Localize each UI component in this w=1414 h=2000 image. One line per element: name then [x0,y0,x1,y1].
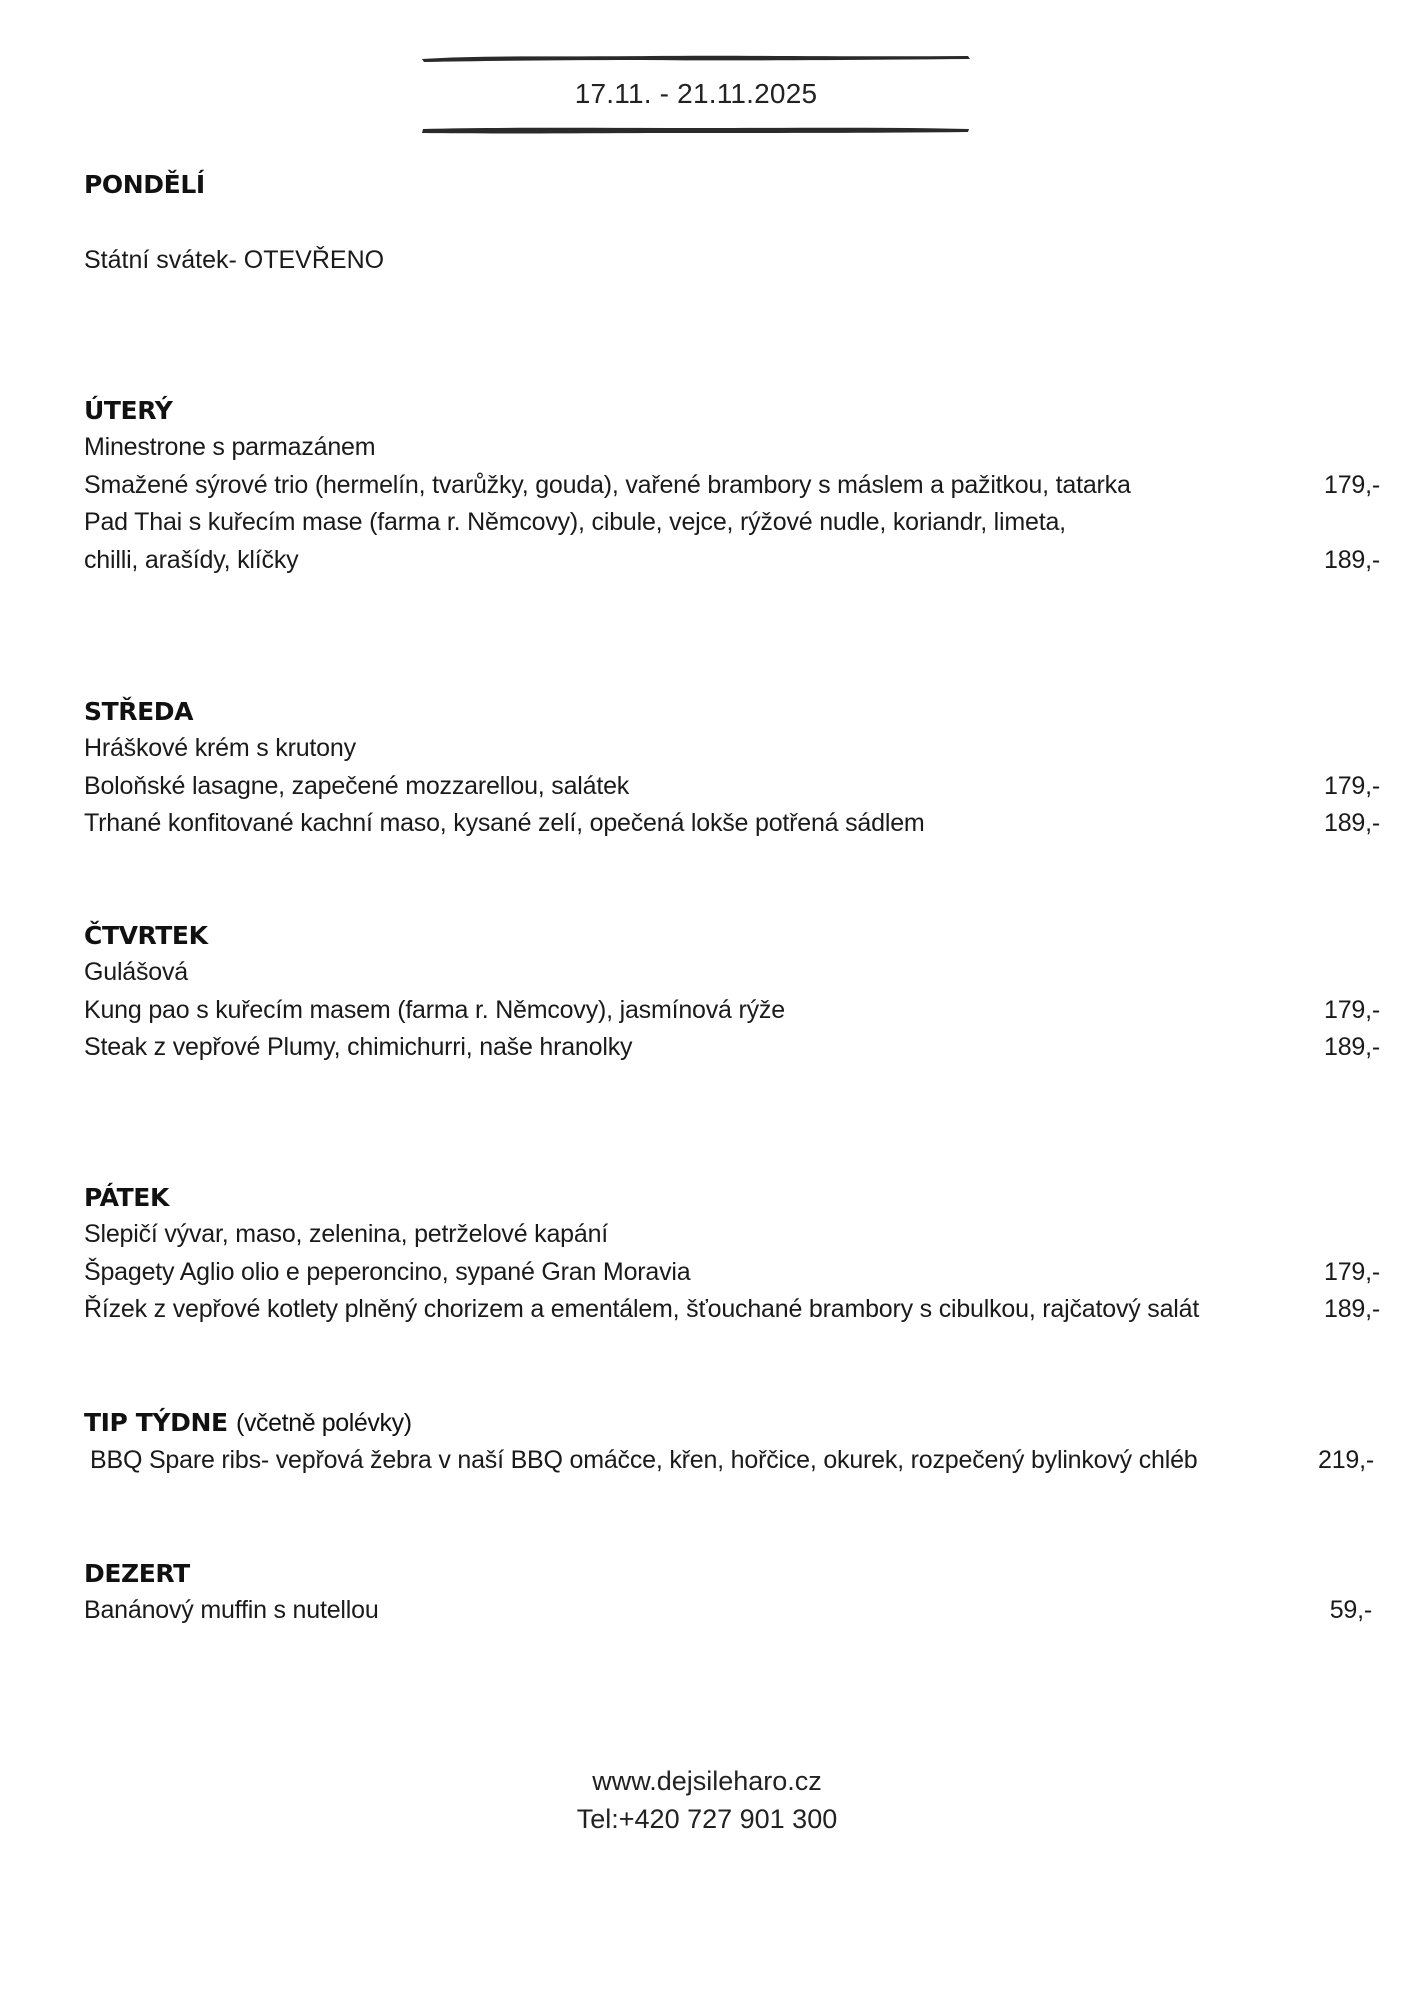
monday-section [84,166,1380,203]
wednesday-dish-1-text: Boloňské lasagne, zapečené mozzarellou, salátek [84,771,630,800]
thursday-dish-1 [84,992,1380,1030]
tip-dish [84,1442,1380,1480]
tuesday-dish-1-text: Smažené sýrové trio (hermelín, tvarůžky, gouda), vařené brambory s máslem a pažitkou, tatarka [84,470,1131,499]
monday-title: PONDĚLÍ [84,170,205,199]
wednesday-dish-2-text: Trhané konfitované kachní maso, kysané zelí, opečená lokše potřená sádlem [84,809,925,837]
wednesday-soup-text: Hráškové krém s krutony [84,734,356,762]
wednesday-dish-1-price: 179,- [1324,771,1380,800]
tuesday-title: ÚTERÝ [84,396,173,425]
wednesday-dish-1 [84,768,1380,806]
tip-dish-price: 219,- [1318,1446,1374,1474]
thursday-dish-1-price: 179,- [1324,995,1380,1024]
tip-note: (včetně polévky) [236,1409,412,1437]
dessert-section [84,1555,1380,1630]
friday-title: PÁTEK [84,1183,169,1212]
dessert-dish-text: Banánový muffin s nutellou [84,1596,379,1624]
friday-dish-2-price: 189,- [1324,1295,1380,1323]
wednesday-dish-2-price: 189,- [1324,809,1380,837]
tuesday-dish-2-text-1: Pad Thai s kuřecím mase (farma r. Němcovy), cibule, vejce, rýžové nudle, koriandr, limeta, [84,508,1066,536]
tuesday-soup-text: Minestrone s parmazánem [84,433,376,461]
wednesday-soup [84,730,1380,768]
wednesday-title: STŘEDA [84,697,194,726]
dessert-title: DEZERT [84,1559,190,1588]
date-range: 17.11. - 21.11.2025 [574,78,818,109]
tuesday-soup [84,429,1380,467]
tuesday-dish-2-line-2 [84,542,1380,580]
tip-section [84,1404,1380,1480]
tuesday-section [84,392,1380,579]
friday-dish-2-text: Řízek z vepřové kotlety plněný chorizem a ementálem, šťouchané brambory s cibulkou, rajčatový salát [84,1295,1200,1323]
brush-stroke-top [420,52,972,64]
tip-dish-text: BBQ Spare ribs- vepřová žebra v naší BBQ omáčce, křen, hořčice, okurek, rozpečený bylinkový chléb [90,1446,1198,1474]
thursday-soup [84,954,1380,992]
thursday-soup-text: Gulášová [84,958,189,986]
tuesday-dish-2-text-2: chilli, arašídy, klíčky [84,545,299,574]
thursday-dish-2-price: 189,- [1324,1033,1380,1061]
thursday-dish-2 [84,1029,1380,1067]
brush-stroke-bottom [420,124,972,136]
wednesday-dish-2 [84,805,1380,843]
friday-soup-text: Slepičí vývar, maso, zelenina, petrželové kapání [84,1220,609,1248]
monday-holiday-note: Státní svátek- OTEVŘENO [84,246,385,274]
friday-soup [84,1216,1380,1254]
tip-title-row [84,1404,1380,1442]
friday-dish-1-price: 179,- [1324,1257,1380,1286]
thursday-title: ČTVRTEK [84,921,208,950]
tip-title: TIP TÝDNE [84,1408,228,1437]
date-header [420,52,972,138]
friday-dish-1 [84,1254,1380,1292]
dessert-dish [84,1592,1380,1630]
footer-website[interactable]: www.dejsileharo.cz [592,1766,822,1796]
tuesday-dish-1-price: 179,- [1324,470,1380,499]
friday-dish-2 [84,1291,1380,1329]
footer [0,1762,1414,1838]
wednesday-section [84,693,1380,843]
footer-phone: Tel:+420 727 901 300 [576,1804,838,1834]
friday-dish-1-text: Špagety Aglio olio e peperoncino, sypané Gran Moravia [84,1257,691,1286]
friday-section [84,1179,1380,1329]
thursday-section [84,917,1380,1067]
tuesday-dish-1 [84,467,1380,505]
thursday-dish-1-text: Kung pao s kuřecím masem (farma r. Němcovy), jasmínová rýže [84,995,785,1024]
thursday-dish-2-text: Steak z vepřové Plumy, chimichurri, naše hranolky [84,1033,633,1061]
tuesday-dish-2-line-1 [84,504,1380,542]
dessert-dish-price: 59,- [1329,1596,1372,1624]
tuesday-dish-2-price: 189,- [1324,545,1380,574]
